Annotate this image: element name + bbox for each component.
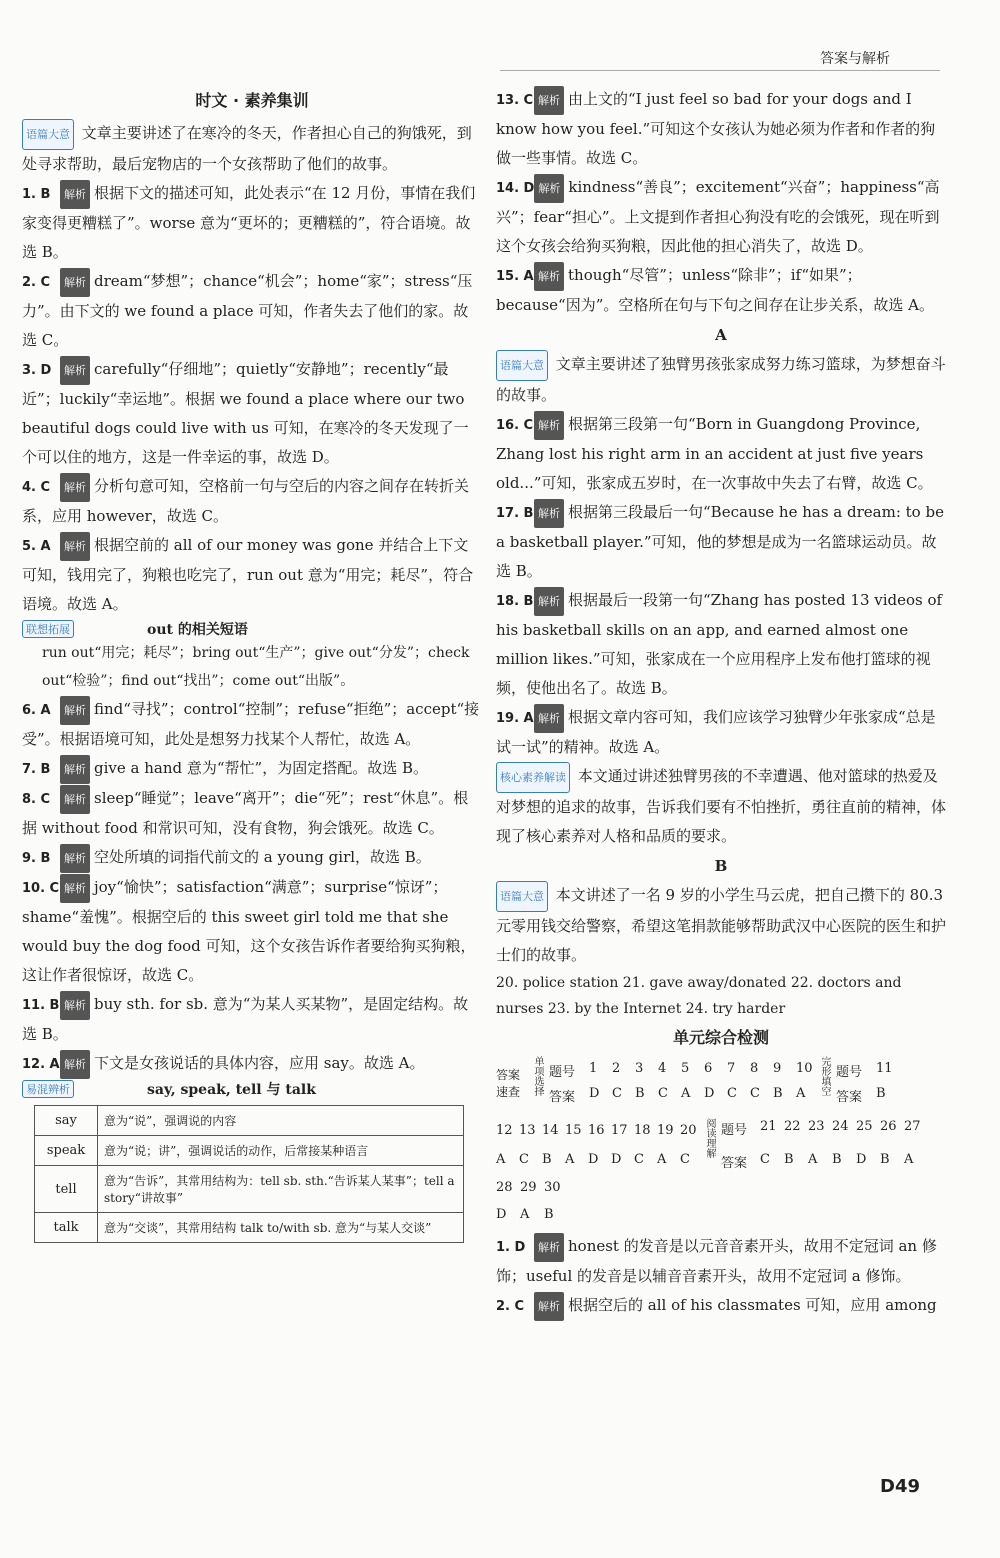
a-val: C: [680, 1152, 690, 1167]
passage-a-title: A: [715, 326, 727, 344]
answer-item: [22, 472, 482, 531]
answer-list-d: [496, 410, 946, 762]
table-desc: 意为“交谈”，其常用结构 talk to/with sb. 意为“与某人交谈”: [98, 1213, 464, 1243]
summary-b: [496, 881, 946, 970]
analysis-tag: 解析: [60, 991, 90, 1020]
answer-item: [496, 1232, 946, 1291]
confuse-header: [22, 1079, 482, 1099]
q-label: 题号: [549, 1065, 576, 1080]
row1-q: [549, 1061, 813, 1080]
item-number: 18. B: [496, 594, 534, 609]
answer-item: [22, 267, 482, 355]
q-num: 19: [657, 1123, 674, 1138]
answer-item: [22, 355, 482, 472]
page-header: 答案与解析: [820, 51, 890, 67]
a-val: C: [658, 1086, 668, 1101]
item-number: 3. D: [22, 363, 52, 378]
analysis-tag: 解析: [534, 262, 564, 291]
analysis-tag: 解析: [60, 180, 90, 209]
comparison-table: [34, 1105, 464, 1243]
answer-item: [496, 173, 946, 261]
a-val: D: [588, 1152, 599, 1167]
summary-tag: 语篇大意: [22, 119, 74, 150]
analysis-tag: 解析: [60, 473, 90, 502]
a-val: B: [832, 1152, 842, 1167]
q-num: 8: [750, 1061, 759, 1076]
q-num: 22: [784, 1119, 801, 1134]
q-label: 题号: [721, 1123, 748, 1138]
a-val: B: [880, 1152, 890, 1167]
answer-item: [22, 990, 482, 1049]
a-val: D: [589, 1086, 600, 1101]
a-val: D: [856, 1152, 867, 1167]
confuse-tag: 易混辨析: [22, 1080, 74, 1098]
q-num: 13: [519, 1123, 536, 1138]
a-val: A: [796, 1086, 806, 1101]
q-num: 2: [612, 1061, 621, 1076]
extension-body: run out“用完；耗尽”；bring out“生产”；give out“分发”；check out“检验”；find out“找出”；come out“出版”。: [42, 645, 470, 689]
item-number: 17. B: [496, 506, 534, 521]
a-val: A: [904, 1152, 914, 1167]
item-text: joy“愉快”；satisfaction“满意”；surprise“惊讶”；shame“羞愧”。根据空后的 this sweet girl told me that she would buy the dog food 可知，这个女孩告诉作者要给狗买狗粮，这让作者很惊讶，故选 C。: [22, 878, 476, 984]
analysis-tag: 解析: [60, 356, 90, 385]
item-number: 7. B: [22, 762, 51, 777]
item-text: dream“梦想”；chance“机会”；home“家”；stress“压力”。由下文的 we found a place 可知，作者失去了他们的家。故选 C。: [22, 272, 473, 349]
item-number: 15. A: [496, 269, 534, 284]
page-number: D49: [880, 1476, 920, 1497]
a-val: B: [544, 1207, 554, 1222]
analysis-tag: 解析: [60, 268, 90, 297]
a-val: C: [612, 1086, 622, 1101]
category-single: 单项选择: [532, 1056, 543, 1096]
q-num: 3: [635, 1061, 644, 1076]
analysis-tag: 解析: [60, 1050, 90, 1079]
analysis-tag: 解析: [534, 1233, 564, 1262]
row2-pre: [496, 1123, 698, 1167]
q-num: 26: [880, 1119, 897, 1134]
item-text: kindness“善良”；excitement“兴奋”；happiness“高兴”；fear“担心”。上文提到作者担心狗没有吃的会饿死，现在听到这个女孩会给狗买狗粮，因此他的担心消失了，故选 D。: [496, 178, 940, 255]
a-val: C: [519, 1152, 529, 1167]
answer-item: [496, 1291, 946, 1321]
answer-item: [496, 703, 946, 762]
q-num: 14: [542, 1123, 559, 1138]
item-text: honest 的发音是以元音音素开头，故用不定冠词 an 修饰；useful 的发音是以辅音音素开头，故用不定冠词 a 修饰。: [496, 1237, 937, 1285]
item-number: 19. A: [496, 711, 534, 726]
a-val: C: [727, 1086, 737, 1101]
table-word: speak: [35, 1136, 98, 1166]
a-val: B: [773, 1086, 783, 1101]
item-text: though“尽管”；unless“除非”；if“如果”；because“因为”。空格所在句与下句之间存在让步关系，故选 A。: [496, 266, 934, 314]
item-text: find“寻找”；control“控制”；refuse“拒绝”；accept“接受”。根据语境可知，此处是想努力找某个人帮忙，故选 A。: [22, 700, 480, 748]
summary-text: 文章主要讲述了独臂男孩张家成努力练习篮球，为梦想奋斗的故事。: [496, 355, 946, 404]
a-label: 答案: [836, 1090, 863, 1105]
q-num: 20: [680, 1123, 697, 1138]
item-number: 8. C: [22, 792, 51, 807]
a-val: A: [496, 1152, 506, 1167]
answer-row-2: [496, 1118, 946, 1172]
q-num: 18: [634, 1123, 651, 1138]
core-tag: 核心素养解读: [496, 762, 570, 793]
a-val: C: [760, 1152, 770, 1167]
item-text: give a hand 意为“帮忙”，为固定搭配。故选 B。: [94, 759, 428, 777]
table-desc: 意为“说；讲”，强调说话的动作，后常接某种语言: [98, 1136, 464, 1166]
q-num: 16: [588, 1123, 605, 1138]
answer-item: [496, 498, 946, 586]
extension-header: [22, 619, 482, 639]
q-num: 24: [832, 1119, 849, 1134]
row2-main: [721, 1119, 923, 1171]
item-text: 由上文的“I just feel so bad for your dogs and I know how you feel.”可知这个女孩认为她必须为作者和作者的狗做一些事情。故选 C。: [496, 90, 936, 167]
answer-item: [22, 1049, 482, 1079]
answer-list-a: [22, 179, 482, 619]
summary-tag: 语篇大意: [496, 881, 548, 912]
a-val: B: [784, 1152, 794, 1167]
table-row: [35, 1106, 464, 1136]
analysis-tag: 解析: [534, 174, 564, 203]
item-text: 根据空前的 all of our money was gone 并结合上下文可知，钱用完了，狗粮也吃完了，run out 意为“用完；耗尽”，符合语境。故选 A。: [22, 536, 474, 613]
answer-item: [496, 85, 946, 173]
q-num: 29: [520, 1180, 537, 1195]
a-label: 答案: [549, 1090, 576, 1105]
answer-item: [496, 586, 946, 703]
answer-quick-check: [496, 1056, 946, 1222]
q-num: 21: [760, 1119, 777, 1134]
category-reading: 阅读理解: [704, 1118, 715, 1158]
q-num: 5: [681, 1061, 690, 1076]
answer-item: [496, 261, 946, 320]
item-text: 根据下文的描述可知，此处表示“在 12 月份，事情在我们家变得更糟糕了”。worse 意为“更坏的；更糟糕的”，符合语境。故选 B。: [22, 184, 476, 261]
summary-paragraph: [22, 119, 482, 179]
q-num: 12: [496, 1123, 513, 1138]
q-num: 10: [796, 1061, 813, 1076]
analysis-tag: 解析: [534, 1292, 564, 1321]
summary-text: 文章主要讲述了在寒冷的冬天，作者担心自己的狗饿死，到处寻求帮助，最后宠物店的一个女孩帮助了他们的故事。: [22, 124, 472, 173]
q-num: 27: [904, 1119, 921, 1134]
answer-item: [22, 531, 482, 619]
a-val: A: [657, 1152, 667, 1167]
answer-item: [22, 695, 482, 754]
table-word: tell: [35, 1166, 98, 1213]
item-number: 11. B: [22, 998, 60, 1013]
item-text: 空处所填的词指代前文的 a young girl，故选 B。: [94, 848, 431, 866]
core-literacy: [496, 762, 946, 851]
analysis-tag: 解析: [60, 532, 90, 561]
a-val: B: [635, 1086, 645, 1101]
answer-item: [496, 410, 946, 498]
extension-tag: 联想拓展: [22, 620, 74, 638]
header-divider: [500, 70, 940, 71]
q-num: 1: [589, 1061, 598, 1076]
analysis-tag: 解析: [534, 411, 564, 440]
a-val: C: [750, 1086, 760, 1101]
a-val: D: [704, 1086, 715, 1101]
q-num: 4: [658, 1061, 667, 1076]
answer-label: 答案速查: [496, 1068, 521, 1099]
a-val: A: [565, 1152, 575, 1167]
item-text: carefully“仔细地”；quietly“安静地”；recently“最近”；luckily“幸运地”。根据 we found a place where our two beautiful dogs could live with us 可知，在寒冷的冬天发现了一个可以住的地方，这是一件幸运的事，故选 D。: [22, 360, 469, 466]
a-val: B: [542, 1152, 552, 1167]
q-num: 23: [808, 1119, 825, 1134]
table-word: talk: [35, 1213, 98, 1243]
q-num: 9: [773, 1061, 782, 1076]
item-text: 根据文章内容可知，我们应该学习独臂少年张家成“总是试一试”的精神。故选 A。: [496, 708, 936, 756]
row1-tail: [836, 1061, 893, 1105]
item-text: 分析句意可知，空格前一句与空后的内容之间存在转折关系，应用 however，故选 C。: [22, 477, 470, 525]
a-val: C: [634, 1152, 644, 1167]
q-num: 7: [727, 1061, 736, 1076]
table-desc: 意为“说”，强调说的内容: [98, 1106, 464, 1136]
passage-b-title: B: [714, 857, 728, 875]
a-val: A: [808, 1152, 818, 1167]
test-title: 单元综合检测: [672, 1028, 769, 1047]
answer-item: [22, 843, 482, 873]
item-number: 5. A: [22, 539, 51, 554]
summary-a: [496, 350, 946, 410]
answer-list-b: [22, 695, 482, 1079]
item-number: 9. B: [22, 851, 51, 866]
answer-item: [22, 784, 482, 843]
analysis-tag: 解析: [60, 785, 90, 814]
q-num: 25: [856, 1119, 873, 1134]
answer-list-c: [496, 85, 946, 320]
a-val: D: [611, 1152, 622, 1167]
row1-a: [549, 1086, 813, 1105]
analysis-tag: 解析: [534, 499, 564, 528]
answer-item: [22, 179, 482, 267]
item-number: 16. C: [496, 418, 534, 433]
a-val: A: [520, 1207, 530, 1222]
item-text: 下文是女孩说话的具体内容，应用 say。故选 A。: [94, 1054, 425, 1072]
table-word: say: [35, 1106, 98, 1136]
answer-item: [22, 754, 482, 784]
item-number: 14. D: [496, 181, 535, 196]
item-number: 6. A: [22, 703, 51, 718]
section-title: 时文 · 素养集训: [195, 91, 309, 110]
table-row: [35, 1136, 464, 1166]
core-text: 本文通过讲述独臂男孩的不幸遭遇、他对篮球的热爱及对梦想的追求的故事，告诉我们要有不怕挫折，勇往直前的精神，体现了核心素养对人格和品质的要求。: [496, 767, 947, 845]
item-text: 根据第三段第一句“Born in Guangdong Province, Zhang lost his right arm in an accident at just five years old...”可知，张家成五岁时，在一次事故中失去了右臂，故选 C。: [496, 415, 933, 492]
blank-answers: 20. police station 21. gave away/donated 22. doctors and nurses 23. by the Internet 24. try harder: [496, 975, 902, 1017]
item-number: 12. A: [22, 1057, 60, 1072]
answer-item: [22, 873, 482, 990]
q-label: 题号: [836, 1065, 863, 1080]
analysis-tag: 解析: [534, 587, 564, 616]
table-desc: 意为“告诉”，其常用结构为：tell sb. sth.“告诉某人某事”；tell a story“讲故事”: [98, 1166, 464, 1213]
category-cloze: 完形填空: [819, 1056, 830, 1096]
answer-row-1: [496, 1056, 946, 1110]
item-number: 13. C: [496, 93, 534, 108]
left-column: [22, 85, 482, 1243]
answer-row-3: [496, 1180, 946, 1222]
analysis-tag: 解析: [60, 874, 90, 903]
analysis-tag: 解析: [60, 755, 90, 784]
item-number: 10. C: [22, 881, 60, 896]
table-row: [35, 1166, 464, 1213]
right-column: [496, 85, 946, 1321]
analysis-tag: 解析: [60, 844, 90, 873]
a-val: D: [496, 1207, 507, 1222]
summary-tag: 语篇大意: [496, 350, 548, 381]
item-text: 根据空后的 all of his classmates 可知，应用 among: [568, 1296, 937, 1314]
analysis-tag: 解析: [534, 86, 564, 115]
a-val: B: [876, 1086, 886, 1101]
item-number: 2. C: [22, 275, 51, 290]
a-val: A: [681, 1086, 691, 1101]
a-label: 答案: [721, 1156, 748, 1171]
q-num: 28: [496, 1180, 513, 1195]
item-number: 1. D: [496, 1240, 526, 1255]
table-row: [35, 1213, 464, 1243]
summary-text: 本文讲述了一名 9 岁的小学生马云虎，把自己攒下的 80.3 元零用钱交给警察，希望这笔捐款能够帮助武汉中心医院的医生和护士们的故事。: [496, 886, 947, 964]
q-num: 6: [704, 1061, 713, 1076]
q-num: 15: [565, 1123, 582, 1138]
extension-title: out 的相关短语: [147, 622, 248, 638]
confuse-title: say, speak, tell 与 talk: [147, 1082, 316, 1098]
analysis-tag: 解析: [60, 696, 90, 725]
row1-grid: [549, 1061, 813, 1105]
q-num: 11: [876, 1061, 893, 1076]
answer-list-e: [496, 1232, 946, 1321]
item-text: 根据最后一段第一句“Zhang has posted 13 videos of his basketball skills on an app, and earned almost one million likes.”可知，张家成在一个应用程序上发布他打篮球的视频，使他出名了。故选 B。: [496, 591, 943, 697]
analysis-tag: 解析: [534, 704, 564, 733]
q-num: 17: [611, 1123, 628, 1138]
item-text: buy sth. for sb. 意为“为某人买某物”，是固定结构。故选 B。: [22, 995, 469, 1043]
q-num: 30: [544, 1180, 561, 1195]
item-number: 4. C: [22, 480, 51, 495]
item-text: sleep“睡觉”；leave“离开”；die“死”；rest“休息”。根据 without food 和常识可知，没有食物，狗会饿死。故选 C。: [22, 789, 469, 837]
item-text: 根据第三段最后一句“Because he has a dream: to be a basketball player.”可知，他的梦想是成为一名篮球运动员。故选 B。: [496, 503, 944, 580]
item-number: 2. C: [496, 1299, 525, 1314]
item-number: 1. B: [22, 187, 51, 202]
